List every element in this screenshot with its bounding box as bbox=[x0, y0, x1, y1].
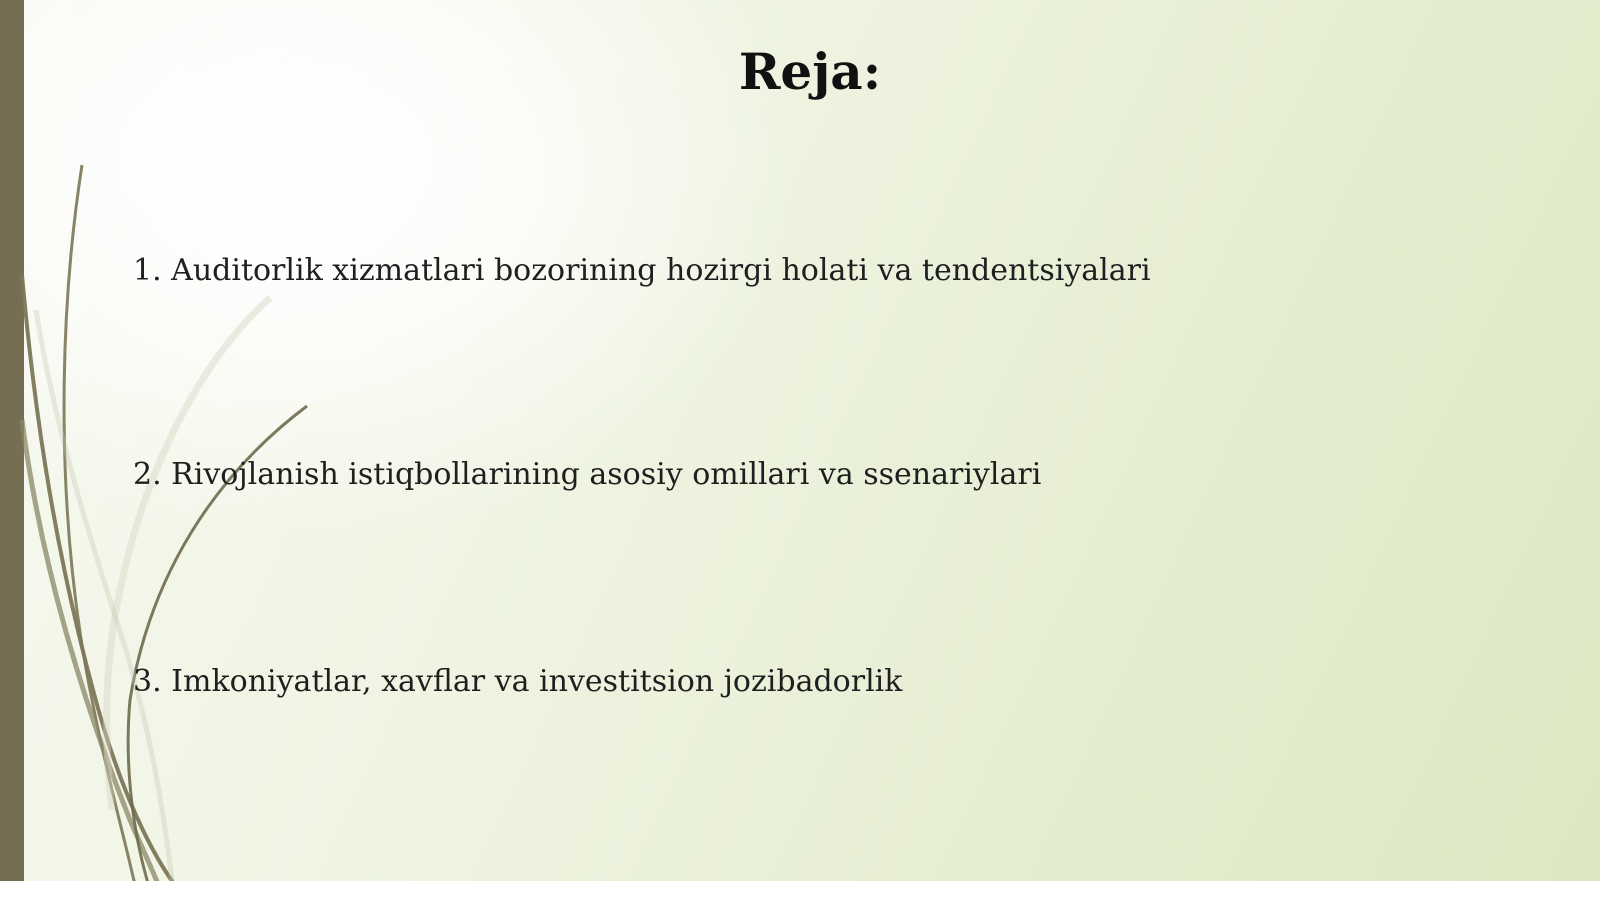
slide-title: Reja: bbox=[738, 42, 882, 101]
plan-item-3: 3. Imkoniyatlar, xavflar va investitsion jozibadorlik bbox=[133, 664, 903, 699]
grass-decoration bbox=[0, 0, 340, 899]
bottom-white-strip bbox=[0, 881, 1600, 899]
plan-item-1: 1. Auditorlik xizmatlari bozorining hozirgi holati va tendentsiyalari bbox=[133, 253, 1151, 288]
plan-item-2: 2. Rivojlanish istiqbollarining asosiy omillari va ssenariylari bbox=[133, 457, 1042, 492]
